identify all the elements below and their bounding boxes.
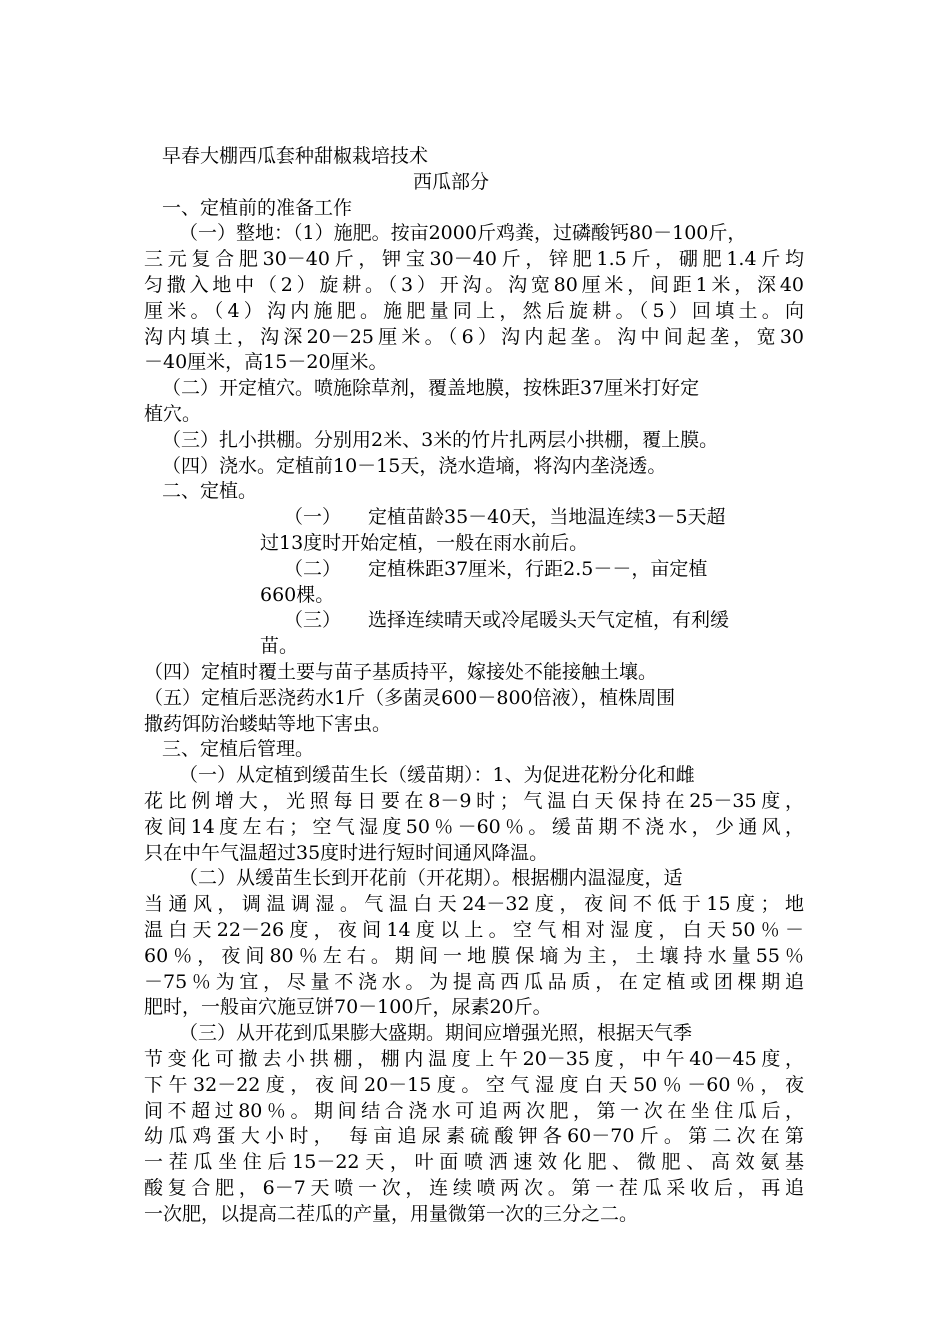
paragraph-line: 厘米。（4）沟内施肥。施肥量同上，然后旋耕。（5）回填土。向 — [144, 300, 804, 322]
list-number: （三） — [284, 609, 342, 631]
section-heading-3: 三、定植后管理。 — [162, 738, 315, 760]
paragraph-line: －75％为宜，尽量不浇水。为提高西瓜品质，在定植或团棵期追 — [144, 971, 804, 993]
paragraph-line: （四）定植时覆土要与苗子基质持平，嫁接处不能接触土壤。 — [144, 661, 658, 683]
paragraph-line: （二）开定植穴。喷施除草剂，覆盖地膜，按株距37厘米打好定 — [162, 377, 700, 399]
list-item — [260, 505, 808, 531]
section-heading-2: 二、定植。 — [162, 480, 258, 502]
list-text: 定植苗龄35－40天，当地温连续3－5天超 — [368, 506, 726, 528]
list-number: （二） — [284, 558, 342, 580]
paragraph-line: 花比例增大，光照每日要在8－9时；气温白天保持在25－35度， — [144, 790, 804, 812]
paragraph-line: 下午32－22度，夜间20－15度。空气湿度白天50％－60％，夜 — [144, 1074, 804, 1096]
list-number: （一） — [284, 506, 342, 528]
section-heading-1: 一、定植前的准备工作 — [162, 197, 353, 219]
paragraph-line: 一茬瓜坐住后15－22天，叶面喷洒速效化肥、微肥、高效氨基 — [144, 1151, 804, 1173]
paragraph-line: （三）扎小拱棚。分别用2米、3米的竹片扎两层小拱棚，覆上膜。 — [162, 429, 719, 451]
paragraph-line: －40厘米，高15－20厘米。 — [144, 351, 388, 373]
paragraph-line: 三元复合肥30－40斤，钾宝30－40斤，锌肥1.5斤，硼肥1.4斤均 — [144, 248, 804, 270]
section-subtitle: 西瓜部分 — [413, 171, 490, 193]
list-item-continuation: 660棵。 — [260, 584, 335, 606]
list-item — [260, 608, 808, 634]
paragraph-line: 当通风，调温调湿。气温白天24－32度，夜间不低于15度；地 — [144, 893, 804, 915]
list-item-continuation: 苗。 — [260, 635, 299, 657]
paragraph-line: （一）从定植到缓苗生长（缓苗期）：1、为促进花粉分化和雌 — [179, 764, 695, 786]
list-text: 定植株距37厘米，行距2.5－－，亩定植 — [368, 558, 708, 580]
paragraph-line: 间不超过80％。期间结合浇水可追两次肥，第一次在坐住瓜后， — [144, 1100, 804, 1122]
paragraph-line: 温白天22－26度，夜间14度以上。空气相对湿度，白天50％－ — [144, 919, 804, 941]
document-title: 早春大棚西瓜套种甜椒栽培技术 — [162, 145, 429, 167]
list-item — [260, 557, 808, 583]
paragraph-line: 夜间14度左右；空气湿度50％－60％。缓苗期不浇水，少通风， — [144, 816, 804, 838]
list-item-continuation: 过13度时开始定植，一般在雨水前后。 — [260, 532, 589, 554]
paragraph-line: （五）定植后恶浇药水1斤（多菌灵600－800倍液），植株周围 — [144, 687, 676, 709]
paragraph-line: （二）从缓苗生长到开花前（开花期）。根据棚内温湿度，适 — [179, 867, 683, 889]
paragraph-line: 匀撒入地中（2）旋耕。（3）开沟。沟宽80厘米，间距1米，深40 — [144, 274, 804, 296]
paragraph-line: 植穴。 — [144, 403, 202, 425]
paragraph-line: 酸复合肥，6－7天喷一次，连续喷两次。第一茬瓜采收后，再追 — [144, 1177, 804, 1199]
paragraph-line: 撒药饵防治蝼蛄等地下害虫。 — [144, 713, 392, 735]
paragraph-line: （四）浇水。定植前10－15天，浇水造墒，将沟内垄浇透。 — [162, 455, 667, 477]
paragraph-line: 节变化可撤去小拱棚，棚内温度上午20－35度，中午40－45度， — [144, 1048, 804, 1070]
paragraph-line: 只在中午气温超过35度时进行短时间通风降温。 — [144, 842, 549, 864]
paragraph-line: 60％，夜间80％左右。期间一地膜保墒为主，土壤持水量55％ — [144, 945, 804, 967]
paragraph-line: （三）从开花到瓜果膨大盛期。期间应增强光照，根据天气季 — [179, 1022, 693, 1044]
paragraph-line: 一次肥，以提高二茬瓜的产量，用量微第一次的三分之二。 — [144, 1203, 639, 1225]
list-text: 选择连续晴天或冷尾暖头天气定植，有利缓 — [368, 609, 730, 631]
paragraph-line: 肥时，一般亩穴施豆饼70－100斤，尿素20斤。 — [144, 996, 552, 1018]
paragraph-line: （一）整地：（1）施肥。按亩2000斤鸡粪，过磷酸钙80－100斤， — [179, 222, 747, 244]
paragraph-line: 幼瓜鸡蛋大小时， 每亩追尿素硫酸钾各60－70斤。第二次在第 — [144, 1125, 804, 1147]
paragraph-line: 沟内填土，沟深20－25厘米。（6）沟内起垄。沟中间起垄，宽30 — [144, 326, 804, 348]
